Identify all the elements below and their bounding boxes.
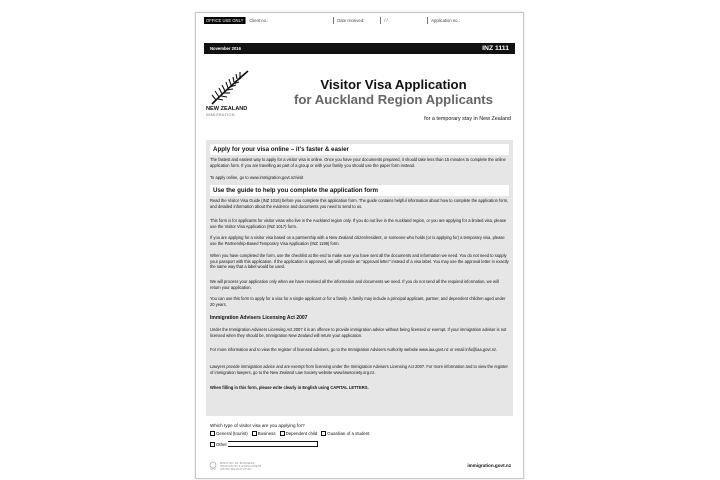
checkbox-dependent-child[interactable] — [280, 431, 285, 436]
form-subtitle: for a temporary stay in New Zealand — [424, 116, 511, 122]
advisers-paragraph-3: Lawyers provide immigration advice and are exempt from licensing under the Immigration Advisers Licensing Act 2007. For more information and to view the register of immigration lawyers, go to the New Zealand Law Society website www.lawsociety.org.nz. — [210, 364, 508, 375]
option-business-label: Business — [257, 431, 276, 436]
guide-paragraph-1: Read the Visitor Visa Guide (INZ 1016) before you complete this application form. The guide contains helpful information about how to complete the application form, and detailed information about the evidence and documents you need to send to us. — [210, 198, 509, 209]
form-page — [195, 12, 524, 479]
guide-paragraph-4: When you have completed the form, use the checklist at the end to make sure you have sent all the documents and information we need. You do not need to supply your passport with this application. If the application is approved, we will provide an "approval letter" instead of a visa label. You may use the approval letter in exactly the same way that a label would be used. — [210, 253, 509, 270]
form-title: Visitor Visa Application — [320, 77, 467, 92]
footer-url: immigration.govt.nz — [467, 463, 511, 468]
option-dependent-child[interactable] — [280, 431, 318, 436]
ministry-logo — [208, 459, 268, 473]
guide-paragraph-6: You can use this form to apply for a visa for a single applicant or for a family. A family may include a principal applicant, partner, and dependent children aged under 20 years. — [210, 296, 506, 307]
option-general-label: General (tourist) — [216, 431, 248, 436]
option-guardian[interactable] — [321, 431, 369, 436]
guide-paragraph-3: If you are applying for a visitor visa based on a partnership with a New Zealand citizen/resident, or someone who holds (or is applying for) a temporary visa, please use the Partnership-Based Temporary Visa Application (INZ 1198) form. — [210, 235, 505, 246]
section-heading-guide: Use the guide to help you complete the application form — [210, 185, 509, 196]
section-heading-advisers: Immigration Advisers Licensing Act 2007 — [210, 315, 308, 321]
office-use-label: OFFICE USE ONLY — [204, 17, 246, 24]
section-heading-online: Apply for your visa online – it's faster & easier — [210, 144, 509, 155]
option-general[interactable] — [210, 431, 248, 436]
office-use-bar — [204, 16, 515, 25]
option-other[interactable] — [210, 441, 318, 447]
online-paragraph: The fastest and easiest way to apply for a visitor visa is online. Once you have your documents prepared, it should take less than 15 minutes to complete the online application form. If you are travelling as part of a group or with your family you should use the paper form instead. — [210, 157, 506, 168]
form-code: INZ 1111 — [482, 45, 509, 52]
capital-letters-note: When filling in this form, please write clearly in English using CAPITAL LETTERS. — [210, 385, 369, 390]
logo-agency: IMMIGRATION — [206, 113, 235, 117]
visa-type-question: Which type of visitor visa are you applying for? — [210, 423, 305, 428]
ministry-line-2: INNOVATION & EMPLOYMENT — [220, 464, 262, 468]
option-dependent-child-label: Dependent child — [285, 431, 318, 436]
option-guardian-label: Guardian of a student — [327, 431, 370, 436]
logo-country: NEW ZEALAND — [206, 106, 248, 112]
checkbox-business[interactable] — [252, 431, 257, 436]
application-no-field: Application no.: — [431, 18, 460, 23]
client-no-field: Client no.: — [246, 17, 334, 24]
date-received-field: Date received: — [334, 17, 381, 24]
checkbox-guardian[interactable] — [321, 431, 326, 436]
date-slashes: / / — [381, 17, 428, 24]
option-business[interactable] — [252, 431, 276, 436]
advisers-paragraph-1: Under the Immigration Advisers Licensing Act 2007 it is an offence to provide immigration advice without being licensed or exempt. If your immigration adviser is not licensed when they should be, Immigration New Zealand will return your application. — [210, 327, 507, 338]
form-date: November 2016 — [210, 46, 241, 51]
header-bar — [204, 43, 515, 54]
form-title-secondary: for Auckland Region Applicants — [293, 92, 494, 107]
ministry-line-3: HĪKINA WHAKATUTUKI — [220, 467, 252, 471]
guide-paragraph-2: This form is for applicants for visitor visas who live in the Auckland region only. If you do not live in the Auckland region, or you are applying for a limited visa, please use the Visitor Visa Application (INZ 1017) form. — [210, 218, 507, 229]
visa-type-options — [210, 431, 370, 436]
guide-paragraph-5: We will process your application only when we have received all the information and documents we need. If you do not send all the required information, we will return your application. — [210, 279, 499, 290]
online-url-paragraph: To apply online, go to www.immigration.govt.nz/visit — [210, 175, 304, 180]
option-other-label: Other — [216, 441, 227, 447]
checkbox-other[interactable] — [210, 442, 215, 447]
coat-of-arms-icon — [208, 461, 218, 471]
ministry-line-1: MINISTRY OF BUSINESS, — [220, 461, 256, 465]
advisers-paragraph-2: For more information and to view the register of licensed advisers, go to the Immigration Advisers Authority website www.iaa.govt.nz or email info@iaa.govt.nz. — [210, 347, 498, 352]
silver-fern-icon — [208, 68, 252, 106]
other-text-field[interactable] — [228, 441, 318, 447]
checkbox-general[interactable] — [210, 431, 215, 436]
instructions-panel — [206, 140, 513, 416]
nz-immigration-logo — [204, 68, 264, 123]
